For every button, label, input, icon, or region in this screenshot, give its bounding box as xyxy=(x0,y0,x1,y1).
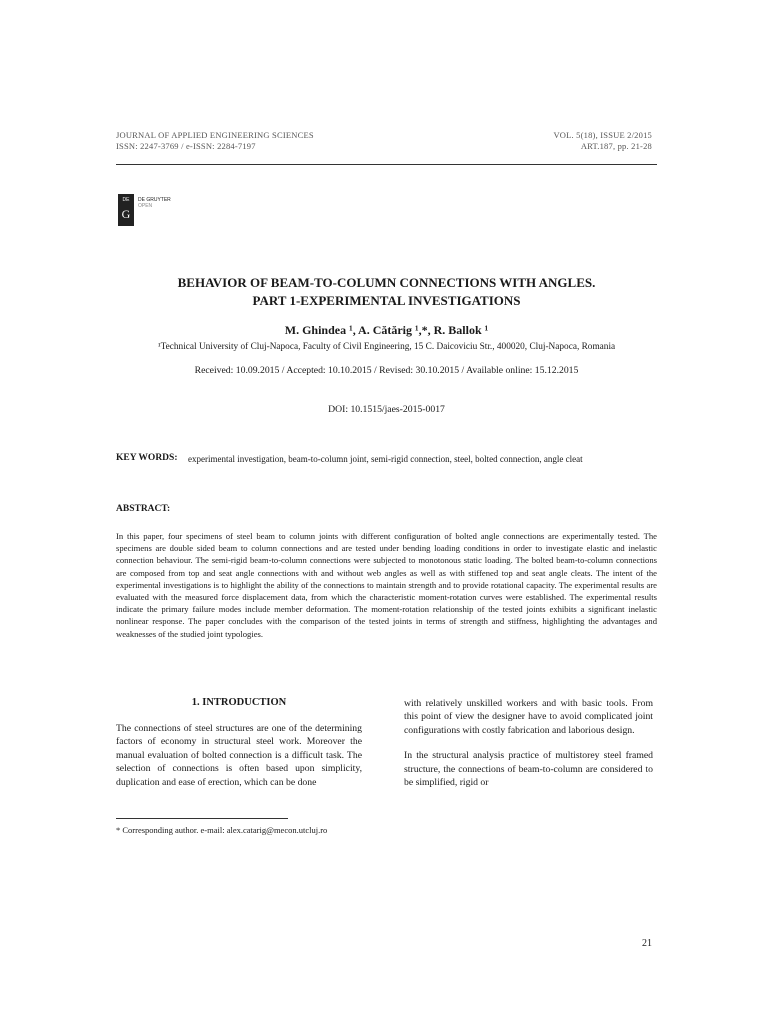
journal-volume: VOL. 5(18), ISSUE 2/2015 xyxy=(553,130,652,140)
publisher-logo-mark xyxy=(118,194,134,226)
logo-mark-top: DE xyxy=(122,197,130,203)
journal-header-left xyxy=(116,130,314,152)
logo-mark-letter: G xyxy=(121,207,131,221)
intro-left-column: The connections of steel structures are one of the determining factors of economy in structural steel work. Moreover the manual evaluation of bolted connection is a difficult task. The selection of connections is often based upon simplicity, duplication and ease of erection, which can be done xyxy=(116,723,362,788)
journal-header-right xyxy=(553,130,652,152)
paper-title-line-1: BEHAVIOR OF BEAM-TO-COLUMN CONNECTIONS WITH ANGLES. xyxy=(177,275,596,290)
publisher-logo xyxy=(118,194,176,226)
abstract-text: In this paper, four specimens of steel beam to column joints with different configuration of bolted angle connections are experimentally tested. The specimens are double sided beam to column connections and are tested under bending loading conditions in order to investigate elastic and inelastic connection behaviour. The semi-rigid beam-to-column connections were subjected to monotonous static loading. The bolted beam-to-column connections are composed from top and seat angle connections with and without web angles as well as with stiffened top and seat angle cleats. The intent of the experimental investigations is to highlight the ability of the connections to maintain strength and to provide rotational capacity. The experimental results are evaluated with the measured force displacement data, from which the characteristic moment-rotation curves were established. The experimental results indicate the primary failure modes include member deformation. The moment-rotation relationship of the tested joints exhibits a significant inelastic nonlinear response. The paper concludes with the comparison of the tested joints in terms of strength and stiffness, highlighting the advantages and weaknesses of the studied joint typologies. xyxy=(116,531,657,639)
keywords-label: KEY WORDS: xyxy=(116,453,178,463)
intro-right-column xyxy=(404,697,653,801)
journal-name: JOURNAL OF APPLIED ENGINEERING SCIENCES xyxy=(116,130,314,140)
section-title: 1. INTRODUCTION xyxy=(191,697,287,708)
intro-right-paragraph-1: with relatively unskilled workers and with basic tools. From this point of view the designer have to avoid complicated joint configurations with costly fabrication and laborious design. xyxy=(404,698,653,736)
abstract-label: ABSTRACT: xyxy=(116,504,171,514)
logo-line-1: DE GRUYTER xyxy=(138,197,171,203)
author-affiliation: ¹Technical University of Cluj-Napoca, Faculty of Civil Engineering, 15 C. Daicoviciu Str., 400020, Cluj-Napoca, Romania xyxy=(157,342,616,352)
publisher-logo-text xyxy=(138,197,171,209)
keywords-text: experimental investigation, beam-to-column joint, semi-rigid connection, steel, bolted connection, angle cleat xyxy=(188,454,583,464)
logo-line-2: OPEN xyxy=(138,203,153,209)
article-pages: ART.187, pp. 21-28 xyxy=(580,141,652,151)
author-list: M. Ghindea ¹, A. Cătărig ¹,*, R. Ballok ¹ xyxy=(284,323,489,337)
doi: DOI: 10.1515/jaes-2015-0017 xyxy=(328,404,445,415)
paper-title-line-2: PART 1-EXPERIMENTAL INVESTIGATIONS xyxy=(252,293,521,308)
journal-issn: ISSN: 2247-3769 / e-ISSN: 2284-7197 xyxy=(116,141,256,151)
publication-dates: Received: 10.09.2015 / Accepted: 10.10.2015 / Revised: 30.10.2015 / Available online: 15.12.2015 xyxy=(194,365,579,376)
intro-right-paragraph-2: In the structural analysis practice of multistorey steel framed structure, the connections of beam-to-column are considered to be simplified, rigid or xyxy=(404,750,653,789)
footnote-rule xyxy=(116,818,288,819)
paper-title xyxy=(116,274,657,310)
footnote: * Corresponding author. e-mail: alex.catarig@mecon.utcluj.ro xyxy=(116,825,328,835)
page-number: 21 xyxy=(642,938,652,949)
header-rule xyxy=(116,164,657,165)
